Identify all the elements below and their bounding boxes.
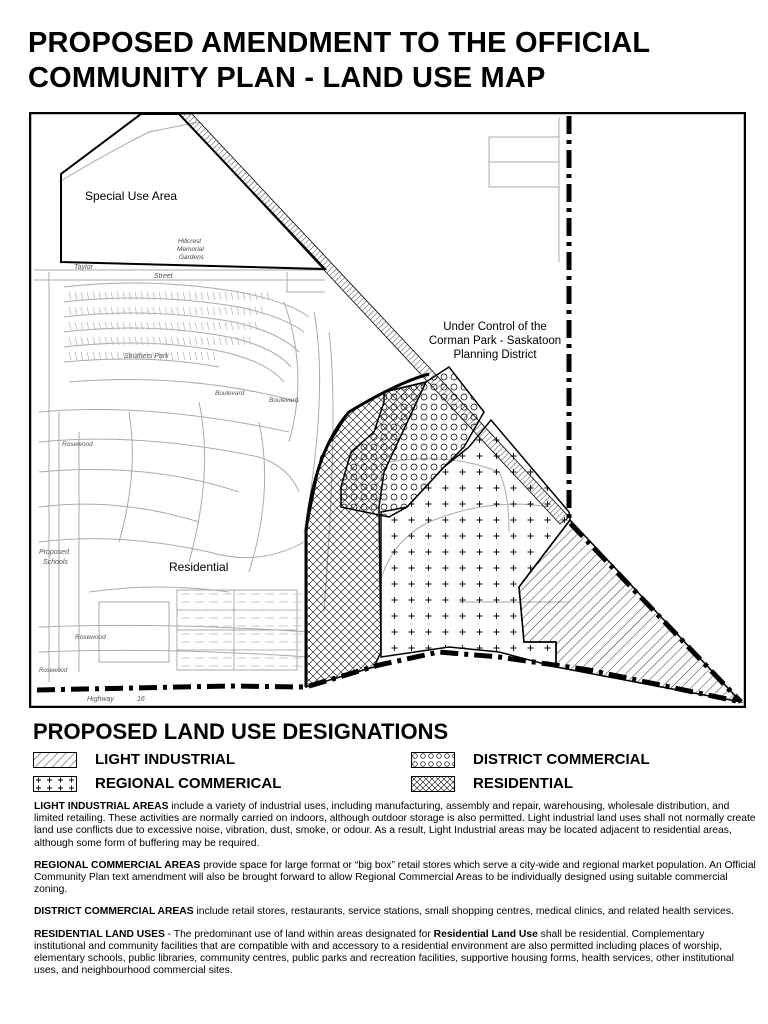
legend-label-regional-commercial: REGIONAL COMMERICAL [95, 775, 282, 792]
desc-residential-bold: Residential Land Use [433, 928, 538, 940]
legend-item-regional-commercial [33, 775, 281, 792]
desc-residential-text-1: - The predominant use of land within areas designated for [164, 928, 434, 940]
desc-district-commercial [34, 906, 758, 918]
legend-item-light-industrial [33, 751, 235, 768]
desc-residential-text-2: shall be residential. Complementary institutional and community facilities that are compatible with and accessory to a residential environment are also permitted including places of worship, elementary schools, public libraries, community centres, public parks and recreation facilities, supportive housing forms, health services, other institutional uses, and neighbourhood commercial sites. [34, 928, 734, 977]
desc-district-title: DISTRICT COMMERCIAL AREAS [34, 906, 194, 918]
desc-light-industrial [34, 801, 758, 850]
desc-light-industrial-title: LIGHT INDUSTRIAL AREAS [34, 801, 169, 812]
desc-residential-title: RESIDENTIAL LAND USES [34, 928, 165, 940]
label-struthers-park: Struthers Park [124, 353, 169, 360]
legend-heading: PROPOSED LAND USE DESIGNATIONS [33, 719, 449, 744]
label-boulevard-1: Boulevard [215, 390, 245, 397]
desc-regional-commercial [34, 860, 758, 897]
label-rosewood-1: Rosewood [62, 441, 93, 448]
label-residential: Residential [169, 560, 229, 574]
legend-label-light-industrial: LIGHT INDUSTRIAL [95, 751, 235, 768]
label-corman-3: Planning District [453, 349, 537, 361]
label-proposed: Proposed [39, 549, 69, 556]
land-use-map [29, 112, 746, 708]
label-gardens: Gardens [179, 254, 204, 261]
legend-item-district-commercial [411, 751, 650, 768]
title-line-2: COMMUNITY PLAN - LAND USE MAP [28, 62, 546, 94]
label-boulevard-2: Boulevard [269, 397, 299, 404]
desc-regional-text: provide space for large format or “big box” retail stores which serve a city-wide and regional market population. An Official Community Plan text amendment will also be brought forward to allow Regional Commercial Areas to be individually designed using suitable commercial zoning. [34, 859, 756, 896]
label-street: Street [154, 273, 173, 280]
desc-residential [34, 929, 758, 978]
regional-commercial-swatch [33, 776, 77, 792]
label-memorial: Memorial [177, 246, 204, 253]
desc-light-industrial-text: include a variety of industrial uses, including manufacturing, assembly and repair, warehousing, wholesale distribution, and limited retailing. These activities are normally carried on indoors, although outdoor storage is also permitted. Light industrial land uses shall not normally create land use conflicts due to excessive noise, vibration, dust, smoke, or odour. As a result, Light Industrial areas may be located adjacent to residential areas, although some form of buffering may be required. [34, 801, 756, 849]
label-special-use: Special Use Area [85, 189, 178, 203]
label-highway-number: 16 [137, 696, 145, 703]
label-highway: Highway [87, 696, 114, 703]
light-industrial-swatch [33, 752, 77, 768]
designation-descriptions [34, 801, 758, 987]
desc-district-text: include retail stores, restaurants, service stations, small shopping centres, medical clinics, and related health services. [193, 906, 734, 918]
legend-label-district-commercial: DISTRICT COMMERCIAL [473, 751, 650, 768]
page-title [28, 26, 758, 96]
label-rosewood-3: Rosewood [39, 668, 68, 674]
label-corman-2: Corman Park - Saskatoon [428, 335, 562, 347]
title-line-1: PROPOSED AMENDMENT TO THE OFFICIAL [28, 27, 651, 59]
label-corman-1: Under Control of the [443, 321, 547, 333]
label-hillcrest: Hillcrest [178, 238, 202, 245]
district-commercial-swatch [411, 752, 455, 768]
residential-swatch [411, 776, 455, 792]
label-schools: Schools [43, 559, 68, 566]
label-taylor: Taylor [74, 264, 93, 271]
desc-regional-title: REGIONAL COMMERCIAL AREAS [34, 859, 201, 871]
label-rosewood-2: Rosewood [75, 634, 106, 641]
legend-item-residential [411, 775, 573, 792]
legend-label-residential: RESIDENTIAL [473, 775, 574, 792]
